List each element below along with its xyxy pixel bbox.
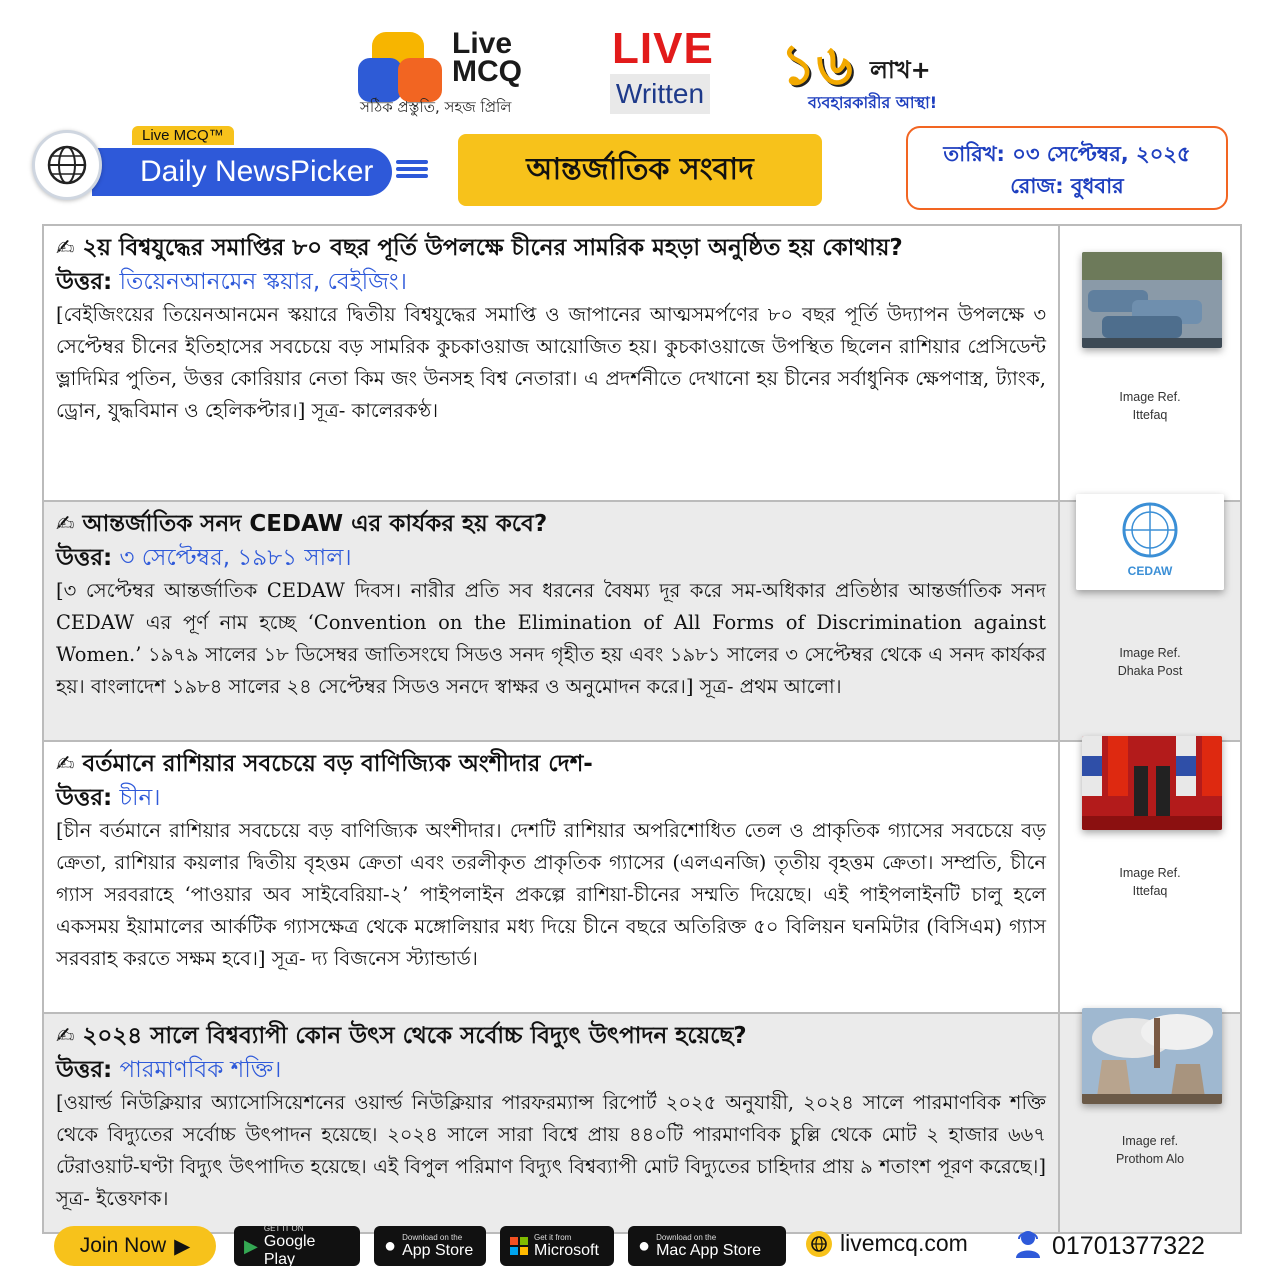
image-source: Ittefaq: [1132, 884, 1168, 898]
web-globe-icon: [806, 1231, 832, 1257]
news-row: [44, 226, 1240, 502]
image-cell: [1060, 226, 1240, 500]
image-cell: [1060, 1014, 1240, 1232]
apple-icon: ●: [638, 1234, 651, 1257]
cedaw-caption: CEDAW: [1127, 564, 1173, 578]
news-table: [42, 224, 1242, 1234]
explanation: [বেইজিংয়ের তিয়েনআনমেন স্কয়ারে দ্বিতীয় বিশ্বযুদ্ধের সমাপ্তি ও জাপানের আত্মসমর্পণের ৮০ বছর পূর্তি উদ্যাপন উপলক্ষে ৩ সেপ্টেম্বর চীনের ইতিহাসের সবচেয়ে বড় সামরিক কুচকাওয়াজ আয়োজিত হয়। কুচকাওয়াজে উপস্থিত ছিলেন রাশিয়ার প্রেসিডেন্ট ভ্লাদিমির পুতিন, উত্তর কোরিয়ার নেতা কিম জং উনসহ বিশ্ব নেতারা। এ প্রদর্শনীতে দেখানো হয় চীনের সর্বাধুনিক ক্ষেপণাস্ত্র, ট্যাংক, ড্রোন, যুদ্ধবিমান ও হেলিকপ্টার।] সূত্র- কালেরকণ্ঠ।: [56, 303, 1046, 422]
category-title: আন্তর্জাতিক সংবাদ: [458, 134, 822, 206]
answer: উত্তর: তিয়েনআনমেন স্কয়ার, বেইজিং।: [56, 269, 407, 295]
answer: উত্তর: ৩ সেপ্টেম্বর, ১৯৮১ সাল।: [56, 545, 352, 571]
livemcq-brand-name: Live MCQ: [452, 27, 522, 88]
answer-value: পারমাণবিক শক্তি।: [119, 1057, 282, 1083]
newspicker-tag: Live MCQ™: [132, 126, 234, 145]
day-line: রোজ: বুধবার: [1010, 174, 1124, 198]
livemcq-tagline: সঠিক প্রস্তুতি, সহজ প্রিলি: [360, 98, 512, 116]
answer-value: ৩ সেপ্টেম্বর, ১৯৮১ সাল।: [119, 545, 352, 571]
google-play-button[interactable]: ▶ GET IT ON Google Play: [234, 1226, 360, 1266]
explanation: [ওয়ার্ল্ড নিউক্লিয়ার অ্যাসোসিয়েশনের ওয়ার্ল্ড নিউক্লিয়ার পারফরম্যান্স রিপোর্ট ২০২৫ অনুযায়ী, ২০২৪ সালে পারমাণবিক শক্তি থেকে বিদ্যুতের সর্বোচ্চ উৎপাদন হয়েছে। ২০২৪ সালে সারা বিশ্বে প্রায় ৪৪০টি পারমাণবিক চুল্লি থেকে মোট ২ হাজার ৬৬৭ টেরাওয়াট-ঘণ্টা বিদ্যুৎ উৎপাদিত হয়েছে। এই বিপুল পরিমাণ বিদ্যুৎ বিশ্বব্যাপী মোট বিদ্যুতের চাহিদার প্রায় ৯ শতাংশ পূরণ করেছে।] সূত্র- ইত্তেফাক।: [56, 1091, 1046, 1210]
question-cell: [44, 1014, 1060, 1232]
question-cell: [44, 502, 1060, 740]
news-row: [44, 742, 1240, 1014]
explanation: [চীন বর্তমানে রাশিয়ার সবচেয়ে বড় বাণিজ্যিক অংশীদার। দেশটি রাশিয়ার অপরিশোধিত তেল ও প্রাকৃতিক গ্যাসের সবচেয়ে বড় ক্রেতা, রাশিয়ার কয়লার দ্বিতীয় বৃহত্তম ক্রেতা এবং তরলীকৃত প্রাকৃতিক গ্যাসের (এলএনজি) তৃতীয় বৃহত্তম ক্রেতা। সম্প্রতি, চীনে গ্যাস সরবরাহে ‘পাওয়ার অব সাইবেরিয়া-২’ পাইপলাইন প্রকল্পে রাশিয়া-চীনের সম্মতি দিয়েছে। এই পাইপলাইনটি চালু হলে একসময় ইয়ামালের আর্কটিক গ্যাসক্ষেত্র থেকে মঙ্গোলিয়ার মধ্য দিয়ে চীনে বছরে অতিরিক্ত ৫০ বিলিয়ন ঘনমিটার (বিসিএম) গ্যাস সরবরাহ করতে সক্ষম হবে।] সূত্র- দ্য বিজনেস স্ট্যান্ডার্ড।: [56, 819, 1046, 970]
answer: উত্তর: পারমাণবিক শক্তি।: [56, 1057, 282, 1083]
image-source: Ittefaq: [1132, 408, 1168, 422]
image-ref-label: Image Ref.: [1119, 646, 1181, 660]
image-cell: [1060, 742, 1240, 1012]
brand-row: [0, 22, 1280, 122]
writing-hand-icon: ✍: [56, 1024, 75, 1049]
google-play-icon: ▶: [244, 1235, 258, 1256]
image-source: Prothom Alo: [1115, 1152, 1185, 1166]
question-cell: [44, 742, 1060, 1012]
news-row: [44, 502, 1240, 742]
microsoft-store-button[interactable]: Get it from Microsoft: [500, 1226, 614, 1266]
image-ref-label: Image Ref.: [1119, 866, 1181, 880]
question: ✍ ২য় বিশ্বযুদ্ধের সমাপ্তির ৮০ বছর পূর্তি উপলক্ষে চীনের সামরিক মহড়া অনুষ্ঠিত হয় কোথায়?: [56, 232, 1046, 265]
app-store-button[interactable]: ● Download on the App Store: [374, 1226, 486, 1266]
join-now-button[interactable]: Join Now ▶: [54, 1226, 216, 1266]
news-row: [44, 1014, 1240, 1232]
menu-lines-icon: [396, 160, 428, 184]
writing-hand-icon: ✍: [56, 752, 75, 777]
image-cell: [1060, 502, 1240, 740]
date-box: [906, 126, 1228, 210]
globe-icon: [32, 130, 102, 200]
explanation: [৩ সেপ্টেম্বর আন্তর্জাতিক CEDAW দিবস। নারীর প্রতি সব ধরনের বৈষম্য দূর করে সম-অধিকার প্রতিষ্ঠার আন্তর্জাতিক সনদ CEDAW এর পূর্ণ নাম হচ্ছে ‘Convention on the Elimination of All Forms of Discrimination against Women.’ ১৯৭৯ সালের ১৮ ডিসেম্বর জাতিসংঘে সিডও সনদ গৃহীত হয় এবং ১৯৮১ সালের ৩ সেপ্টেম্বর থেকে এ সনদ কার্যকর হয়। বাংলাদেশ ১৯৮৪ সালের ২৪ সেপ্টেম্বর সিডও সনদে স্বাক্ষর ও অনুমোদন করে।] সূত্র- প্রথম আলো।: [56, 579, 1046, 698]
livemcq-logo-icon: [358, 32, 448, 104]
image-ref-label: Image ref.: [1121, 1134, 1179, 1148]
users-count-number: ১৬: [780, 33, 853, 98]
mac-app-store-button[interactable]: ● Download on the Mac App Store: [628, 1226, 786, 1266]
phone-number[interactable]: 01701377322: [1014, 1228, 1205, 1265]
military-parade-image: [1082, 252, 1222, 348]
answer: উত্তর: চীন।: [56, 785, 161, 811]
date-line: তারিখ: ০৩ সেপ্টেম্বর, ২০২৫: [943, 142, 1191, 166]
live-label: LIVE: [612, 24, 714, 73]
answer-value: চীন।: [119, 785, 161, 811]
website-link[interactable]: livemcq.com: [806, 1230, 968, 1257]
users-trust-subtitle: ব্যবহারকারীর আস্থা!: [808, 93, 938, 112]
image-ref-label: Image Ref.: [1119, 390, 1181, 404]
question-cell: [44, 226, 1060, 500]
question: ✍ বর্তমানে রাশিয়ার সবচেয়ে বড় বাণিজ্যিক অংশীদার দেশ-: [56, 748, 1046, 781]
nuclear-plant-image: [1082, 1008, 1222, 1104]
question: ✍ আন্তর্জাতিক সনদ CEDAW এর কার্যকর হয় কবে?: [56, 508, 1046, 541]
microsoft-icon: [510, 1237, 528, 1255]
newspicker-title: Daily NewsPicker: [92, 148, 392, 196]
footer: [0, 1222, 1280, 1272]
writing-hand-icon: ✍: [56, 236, 75, 261]
play-arrow-icon: ▶: [174, 1234, 191, 1258]
answer-value: তিয়েনআনমেন স্কয়ার, বেইজিং।: [119, 269, 407, 295]
writing-hand-icon: ✍: [56, 512, 75, 537]
apple-icon: ●: [384, 1234, 397, 1257]
un-emblem-image: [1076, 494, 1224, 590]
newspicker-badge: [32, 126, 402, 206]
support-agent-icon: [1014, 1228, 1042, 1265]
image-source: Dhaka Post: [1117, 664, 1183, 678]
users-count-unit: লাখ+: [870, 56, 931, 84]
written-label: Written: [610, 74, 710, 114]
question: ✍ ২০২৪ সালে বিশ্বব্যাপী কোন উৎস থেকে সর্বোচ্চ বিদ্যুৎ উৎপাদন হয়েছে?: [56, 1020, 1046, 1053]
leaders-meeting-image: [1082, 736, 1222, 830]
